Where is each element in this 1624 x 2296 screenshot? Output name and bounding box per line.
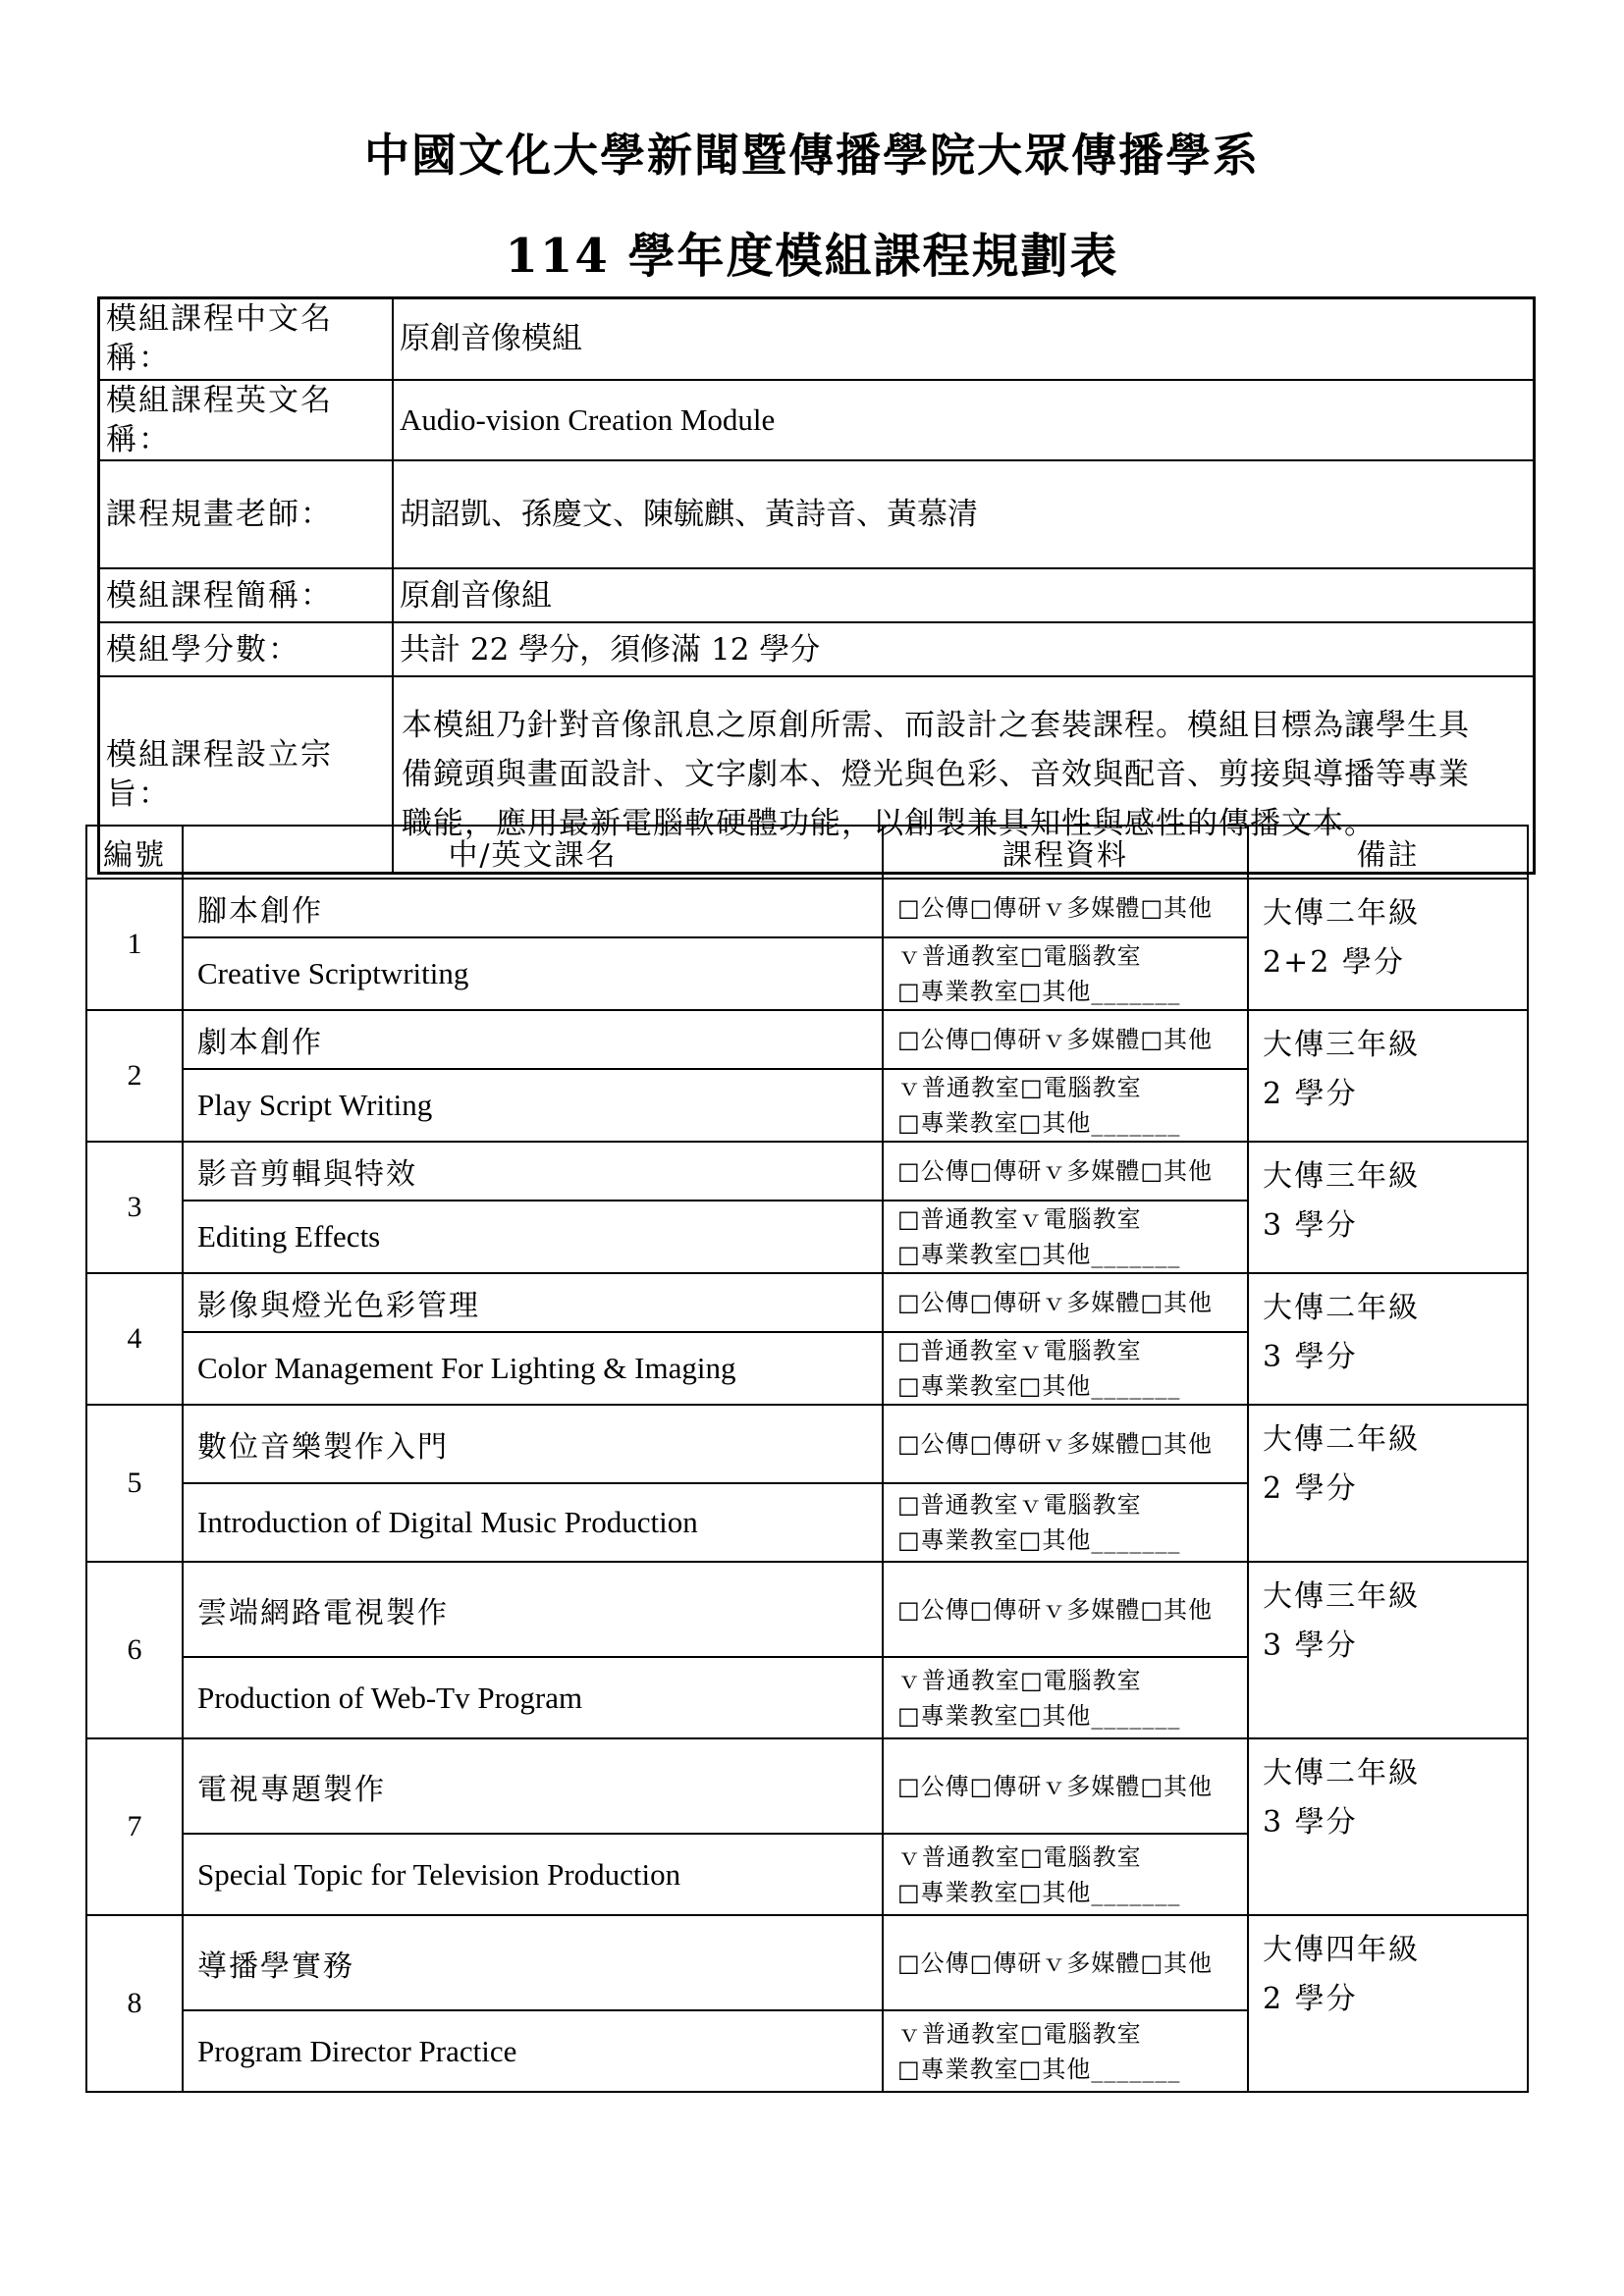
course-type: □公傳□傳研ｖ多媒體□其他 — [883, 1010, 1248, 1069]
course-name-en: Editing Effects — [183, 1201, 883, 1273]
table-row — [86, 879, 1528, 937]
course-name-en: Introduction of Digital Music Production — [183, 1483, 883, 1562]
course-grade: 大傳二年級 — [1263, 896, 1420, 931]
info-row-cn-name — [99, 298, 1535, 380]
course-credits: 3 學分 — [1263, 1629, 1358, 1663]
teachers-label: 課程規畫老師： — [99, 460, 394, 568]
course-credits: 2 學分 — [1263, 1471, 1358, 1506]
course-table-header — [86, 826, 1528, 879]
course-grade: 大傳二年級 — [1263, 1291, 1420, 1325]
page-subtitle: 114 學年度模組課程規劃表 — [505, 229, 1119, 284]
course-type: □公傳□傳研ｖ多媒體□其他 — [883, 1273, 1248, 1332]
course-grade: 大傳三年級 — [1263, 1159, 1420, 1194]
info-row-short-name — [99, 568, 1535, 622]
course-name-en: Creative Scriptwriting — [183, 937, 883, 1010]
table-row — [86, 1273, 1528, 1332]
header-course-info: 課程資料 — [883, 826, 1248, 879]
purpose-label: 模組課程設立宗旨： — [99, 676, 394, 873]
course-room-line: ｖ普通教室□電腦教室 — [897, 942, 1142, 970]
purpose-line: 本模組乃針對音像訊息之原創所需、而設計之套裝課程。模組目標為讓學生具 — [402, 707, 1470, 743]
en-name-value: Audio-vision Creation Module — [393, 380, 1535, 461]
course-credits: 3 學分 — [1263, 1208, 1358, 1243]
course-number: 6 — [86, 1562, 183, 1738]
course-room — [883, 1483, 1248, 1562]
course-name-zh: 導播學實務 — [183, 1915, 883, 2010]
course-grade: 大傳三年級 — [1263, 1028, 1420, 1062]
course-room-line: □專業教室□其他_______ — [897, 1372, 1181, 1400]
purpose-line: 備鏡頭與畫面設計、文字劇本、燈光與色彩、音效與配音、剪接與導播等專業 — [402, 756, 1470, 792]
course-number: 5 — [86, 1405, 183, 1562]
course-note — [1248, 1405, 1528, 1562]
course-name-en: Program Director Practice — [183, 2010, 883, 2092]
header-notes: 備註 — [1248, 826, 1528, 879]
cn-name-value: 原創音像模組 — [393, 298, 1535, 380]
course-number: 4 — [86, 1273, 183, 1405]
info-row-teachers — [99, 460, 1535, 568]
course-type: □公傳□傳研ｖ多媒體□其他 — [883, 1405, 1248, 1483]
course-room-line: □專業教室□其他_______ — [897, 978, 1181, 1005]
course-room — [883, 1332, 1248, 1405]
course-room-line: □專業教室□其他_______ — [897, 1878, 1181, 1906]
course-note — [1248, 1915, 1528, 2092]
header-number: 編號 — [86, 826, 183, 879]
short-name-label: 模組課程簡稱： — [99, 568, 394, 622]
course-room-line: □普通教室ｖ電腦教室 — [897, 1337, 1142, 1364]
course-name-zh: 影像與燈光色彩管理 — [183, 1273, 883, 1332]
course-name-zh: 電視專題製作 — [183, 1738, 883, 1834]
course-grade: 大傳二年級 — [1263, 1756, 1420, 1790]
course-credits: 2 學分 — [1263, 1982, 1358, 2016]
table-row — [86, 1738, 1528, 1834]
course-name-en: Production of Web-Tv Program — [183, 1657, 883, 1738]
course-type: □公傳□傳研ｖ多媒體□其他 — [883, 1562, 1248, 1657]
course-number: 1 — [86, 879, 183, 1010]
course-room-line: ｖ普通教室□電腦教室 — [897, 1666, 1142, 1694]
course-credits: 3 學分 — [1263, 1805, 1358, 1840]
course-name-en: Special Topic for Television Production — [183, 1834, 883, 1915]
course-type: □公傳□傳研ｖ多媒體□其他 — [883, 879, 1248, 937]
course-room-line: □普通教室ｖ電腦教室 — [897, 1491, 1142, 1519]
en-name-label: 模組課程英文名稱： — [99, 380, 394, 461]
cn-name-label: 模組課程中文名稱： — [99, 298, 394, 380]
credits-value: 共計 22 學分，須修滿 12 學分 — [393, 622, 1535, 676]
course-room-line: □專業教室□其他_______ — [897, 1109, 1181, 1137]
course-number: 2 — [86, 1010, 183, 1142]
course-number: 8 — [86, 1915, 183, 2092]
course-room-line: ｖ普通教室□電腦教室 — [897, 2019, 1142, 2048]
table-row — [86, 1405, 1528, 1483]
course-room-line: □專業教室□其他_______ — [897, 1701, 1181, 1730]
course-credits: 2+2 學分 — [1263, 945, 1405, 980]
course-room — [883, 1657, 1248, 1738]
short-name-value: 原創音像組 — [393, 568, 1535, 622]
page-title: 中國文化大學新聞暨傳播學院大眾傳播學系 — [364, 129, 1260, 182]
course-type: □公傳□傳研ｖ多媒體□其他 — [883, 1142, 1248, 1201]
course-room — [883, 937, 1248, 1010]
course-room-line: □專業教室□其他_______ — [897, 1241, 1181, 1268]
purpose-line: 職能，應用最新電腦軟硬體功能，以創製兼具知性與感性的傳播文本。 — [402, 805, 1376, 841]
teachers-value: 胡詔凱、孫慶文、陳毓麒、黃詩音、黃慕清 — [393, 460, 1535, 568]
course-room — [883, 2010, 1248, 2092]
course-name-en: Color Management For Lighting & Imaging — [183, 1332, 883, 1405]
course-type: □公傳□傳研ｖ多媒體□其他 — [883, 1738, 1248, 1834]
course-room-line: □專業教室□其他_______ — [897, 1526, 1181, 1554]
course-note — [1248, 1010, 1528, 1142]
course-note — [1248, 879, 1528, 1010]
course-room-line: ｖ普通教室□電腦教室 — [897, 1842, 1142, 1871]
course-note — [1248, 1273, 1528, 1405]
course-credits: 3 學分 — [1263, 1340, 1358, 1374]
table-row — [86, 1010, 1528, 1069]
course-note — [1248, 1142, 1528, 1273]
credits-label: 模組學分數： — [99, 622, 394, 676]
course-table — [85, 825, 1529, 2093]
table-row — [86, 1562, 1528, 1657]
info-row-credits — [99, 622, 1535, 676]
course-number: 3 — [86, 1142, 183, 1273]
course-note — [1248, 1562, 1528, 1738]
course-name-zh: 腳本創作 — [183, 879, 883, 937]
module-info-table — [97, 296, 1536, 875]
course-name-zh: 劇本創作 — [183, 1010, 883, 1069]
course-grade: 大傳二年級 — [1263, 1422, 1420, 1457]
course-room-line: ｖ普通教室□電腦教室 — [897, 1074, 1142, 1101]
course-name-zh: 數位音樂製作入門 — [183, 1405, 883, 1483]
table-row — [86, 1142, 1528, 1201]
header-course-name: 中/英文課名 — [183, 826, 883, 879]
course-room-line: □普通教室ｖ電腦教室 — [897, 1205, 1142, 1233]
course-room — [883, 1834, 1248, 1915]
course-number: 7 — [86, 1738, 183, 1915]
course-type: □公傳□傳研ｖ多媒體□其他 — [883, 1915, 1248, 2010]
course-room-line: □專業教室□其他_______ — [897, 2055, 1181, 2083]
course-name-zh: 雲端網路電視製作 — [183, 1562, 883, 1657]
info-row-en-name — [99, 380, 1535, 461]
course-name-en: Play Script Writing — [183, 1069, 883, 1142]
course-room — [883, 1069, 1248, 1142]
table-row — [86, 1915, 1528, 2010]
course-room — [883, 1201, 1248, 1273]
course-note — [1248, 1738, 1528, 1915]
course-credits: 2 學分 — [1263, 1077, 1358, 1111]
course-grade: 大傳四年級 — [1263, 1933, 1420, 1967]
course-grade: 大傳三年級 — [1263, 1579, 1420, 1614]
course-name-zh: 影音剪輯與特效 — [183, 1142, 883, 1201]
